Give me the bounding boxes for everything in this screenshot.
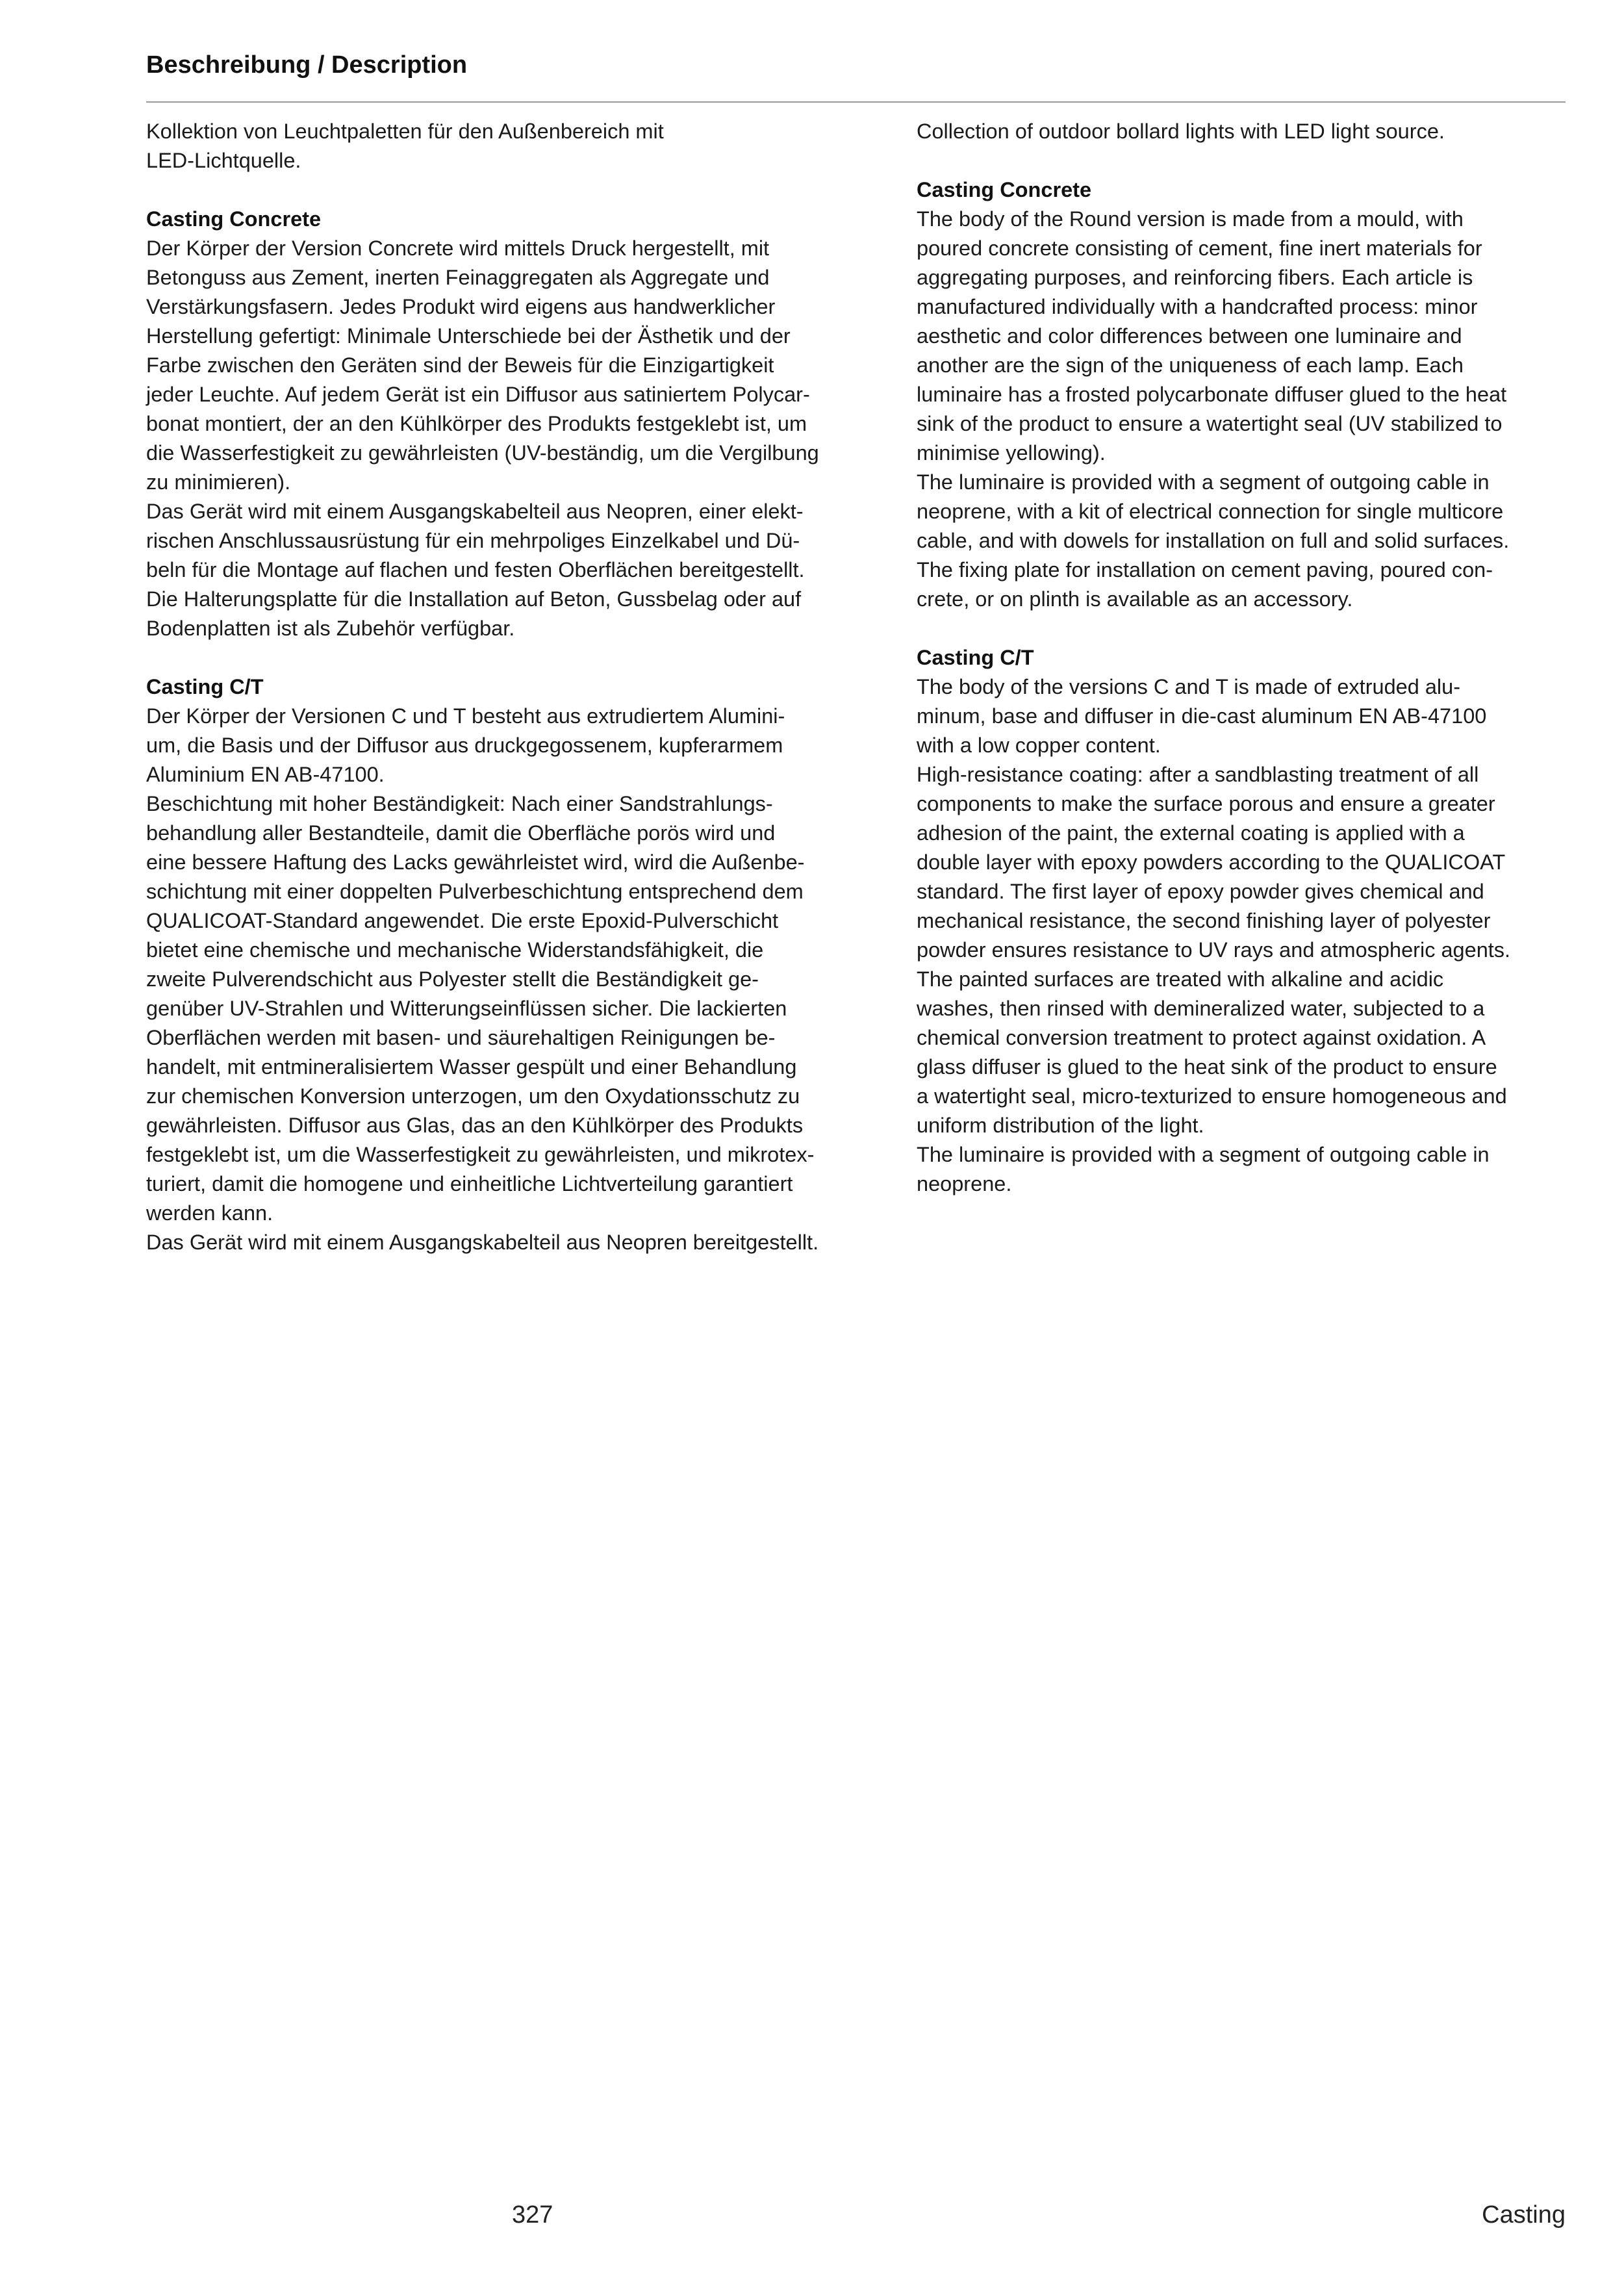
english-concrete-heading: Casting Concrete <box>917 178 1092 201</box>
text-line: Das Gerät wird mit einem Ausgangskabelteil aus Neopren, einer elekt- <box>146 500 804 523</box>
german-ct-text <box>146 702 887 1257</box>
german-column <box>146 117 887 1257</box>
text-line: LED-Lichtquelle. <box>146 149 301 172</box>
text-line: High-resistance coating: after a sandblasting treatment of all <box>917 763 1479 786</box>
section-name: Casting <box>1482 2201 1566 2229</box>
text-line: zur chemischen Konversion unterzogen, um den Oxydationsschutz zu <box>146 1084 800 1108</box>
text-line: turiert, damit die homogene und einheitliche Lichtverteilung garantiert <box>146 1172 793 1195</box>
text-line: behandlung aller Bestandteile, damit die Oberfläche porös wird und <box>146 821 776 845</box>
text-line: mechanical resistance, the second finishing layer of polyester <box>917 909 1491 932</box>
text-line: The body of the Round version is made from a mould, with <box>917 207 1464 231</box>
text-line: glass diffuser is glued to the heat sink of the product to ensure <box>917 1055 1497 1079</box>
text-line: sink of the product to ensure a watertight seal (UV stabilized to <box>917 412 1503 435</box>
text-line: minum, base and diffuser in die-cast aluminum EN AB-47100 <box>917 704 1487 728</box>
text-line: The body of the versions C and T is made of extruded alu- <box>917 675 1461 698</box>
text-line: another are the sign of the uniqueness of each lamp. Each <box>917 353 1464 377</box>
text-line: Betonguss aus Zement, inerten Feinaggregaten als Aggregate und <box>146 266 770 289</box>
english-intro <box>917 117 1566 146</box>
text-line: neoprene, with a kit of electrical connection for single multicore <box>917 500 1504 523</box>
text-line: minimise yellowing). <box>917 441 1106 465</box>
text-line: with a low copper content. <box>917 734 1161 757</box>
text-line: double layer with epoxy powders according to the QUALICOAT <box>917 850 1506 874</box>
text-line: powder ensures resistance to UV rays and atmospheric agents. <box>917 938 1511 962</box>
header-divider <box>146 101 1566 103</box>
text-line: Der Körper der Version Concrete wird mittels Druck hergestellt, mit <box>146 236 770 260</box>
text-line: Bodenplatten ist als Zubehör verfügbar. <box>146 617 515 640</box>
page-number: 327 <box>512 2201 553 2229</box>
text-line: festgeklebt ist, um die Wasserfestigkeit zu gewährleisten, und mikrotex- <box>146 1143 815 1166</box>
text-line: Oberflächen werden mit basen- und säurehaltigen Reinigungen be- <box>146 1026 776 1049</box>
text-line: manufactured individually with a handcrafted process: minor <box>917 295 1478 318</box>
text-line: zu minimieren). <box>146 470 291 494</box>
text-line: die Wasserfestigkeit zu gewährleisten (UV-beständig, um die Vergilbung <box>146 441 819 465</box>
german-concrete-text <box>146 234 887 643</box>
text-line: schichtung mit einer doppelten Pulverbeschichtung entsprechend dem <box>146 880 804 903</box>
text-line: rischen Anschlussausrüstung für ein mehrpoliges Einzelkabel und Dü- <box>146 529 800 552</box>
text-line: adhesion of the paint, the external coating is applied with a <box>917 821 1465 845</box>
text-line: Kollektion von Leuchtpaletten für den Außenbereich mit <box>146 120 664 143</box>
text-line: Verstärkungsfasern. Jedes Produkt wird eigens aus handwerklicher <box>146 295 776 318</box>
text-line: QUALICOAT-Standard angewendet. Die erste Epoxid-Pulverschicht <box>146 909 779 932</box>
text-line: luminaire has a frosted polycarbonate diffuser glued to the heat <box>917 383 1507 406</box>
text-line: The luminaire is provided with a segment of outgoing cable in <box>917 1143 1490 1166</box>
text-line: The painted surfaces are treated with alkaline and acidic <box>917 967 1444 991</box>
text-line: crete, or on plinth is available as an accessory. <box>917 587 1353 611</box>
english-column <box>917 117 1566 1199</box>
text-line: neoprene. <box>917 1172 1012 1195</box>
text-line: Aluminium EN AB-47100. <box>146 763 385 786</box>
text-line: The luminaire is provided with a segment of outgoing cable in <box>917 470 1490 494</box>
text-line: werden kann. <box>146 1201 273 1225</box>
text-line: Farbe zwischen den Geräten sind der Beweis für die Einzigartigkeit <box>146 353 774 377</box>
text-line: chemical conversion treatment to protect against oxidation. A <box>917 1026 1486 1049</box>
text-line: washes, then rinsed with demineralized water, subjected to a <box>917 997 1485 1020</box>
text-line: aggregating purposes, and reinforcing fibers. Each article is <box>917 266 1473 289</box>
text-line: aesthetic and color differences between one luminaire and <box>917 324 1462 348</box>
text-line: Beschichtung mit hoher Beständigkeit: Nach einer Sandstrahlungs- <box>146 792 773 815</box>
text-line: Das Gerät wird mit einem Ausgangskabelteil aus Neopren bereitgestellt. <box>146 1231 819 1254</box>
text-line: components to make the surface porous and ensure a greater <box>917 792 1495 815</box>
text-line: standard. The first layer of epoxy powder gives chemical and <box>917 880 1484 903</box>
german-intro <box>146 117 887 175</box>
text-line: a watertight seal, micro-texturized to ensure homogeneous and <box>917 1084 1507 1108</box>
text-line: handelt, mit entmineralisiertem Wasser gespült und einer Behandlung <box>146 1055 797 1079</box>
text-line: um, die Basis und der Diffusor aus druckgegossenem, kupferarmem <box>146 734 783 757</box>
text-line: Der Körper der Versionen C und T besteht aus extrudiertem Alumini- <box>146 704 785 728</box>
english-concrete-text <box>917 205 1566 614</box>
text-line: gewährleisten. Diffusor aus Glas, das an den Kühlkörper des Produkts <box>146 1114 804 1137</box>
text-line: poured concrete consisting of cement, fine inert materials for <box>917 236 1482 260</box>
german-concrete-heading: Casting Concrete <box>146 207 322 231</box>
text-line: jeder Leuchte. Auf jedem Gerät ist ein Diffusor aus satiniertem Polycar- <box>146 383 810 406</box>
english-ct-heading: Casting C/T <box>917 646 1034 669</box>
english-ct-text <box>917 672 1566 1199</box>
german-ct-heading: Casting C/T <box>146 675 264 698</box>
text-line: eine bessere Haftung des Lacks gewährleistet wird, wird die Außenbe- <box>146 850 805 874</box>
text-line: Herstellung gefertigt: Minimale Unterschiede bei der Ästhetik und der <box>146 324 791 348</box>
text-line: Die Halterungsplatte für die Installation auf Beton, Gussbelag oder auf <box>146 587 802 611</box>
text-line: zweite Pulverendschicht aus Polyester stellt die Beständigkeit ge- <box>146 967 759 991</box>
text-line: cable, and with dowels for installation on full and solid surfaces. <box>917 529 1510 552</box>
text-line: Collection of outdoor bollard lights with LED light source. <box>917 120 1445 143</box>
text-line: The fixing plate for installation on cement paving, poured con- <box>917 558 1493 581</box>
text-line: genüber UV-Strahlen und Witterungseinflüssen sicher. Die lackierten <box>146 997 787 1020</box>
text-line: bietet eine chemische und mechanische Widerstandsfähigkeit, die <box>146 938 764 962</box>
text-line: uniform distribution of the light. <box>917 1114 1204 1137</box>
page-title: Beschreibung / Description <box>146 51 468 79</box>
text-line: beln für die Montage auf flachen und festen Oberflächen bereitgestellt. <box>146 558 805 581</box>
text-line: bonat montiert, der an den Kühlkörper des Produkts festgeklebt ist, um <box>146 412 807 435</box>
